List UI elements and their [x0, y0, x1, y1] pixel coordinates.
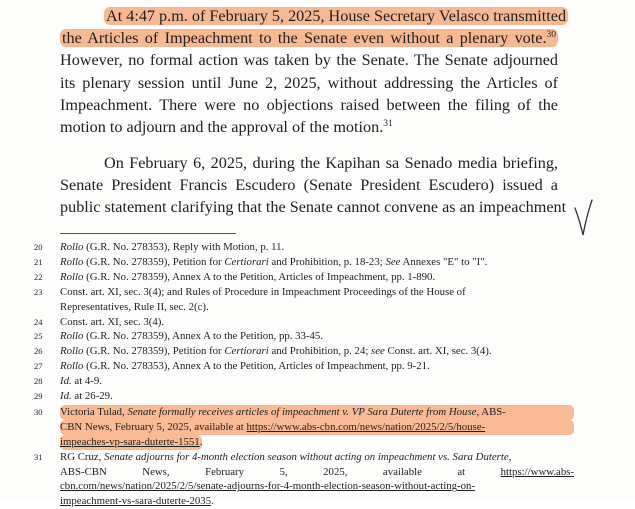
footnote-21 [34, 255, 574, 270]
footnote-line: CBN News, February 5, 2025, available at https://www.abs-cbn.com/news/nation/2025/2/5/house- [60, 420, 574, 435]
footnote-number: 27 [34, 361, 43, 372]
footnote-line: Id. at 4-9. [60, 375, 102, 388]
source-link[interactable]: https://www.abs- [500, 465, 574, 478]
footnote-31 [34, 450, 574, 509]
footnote-line: ABS-CBN News, February 5, 2025, available at https://www.abs- [60, 465, 574, 478]
footnote-number: 22 [34, 271, 43, 282]
footnote-number: 29 [34, 391, 43, 402]
footnote-line: impeachment-vs-sara-duterte-2035. [60, 495, 214, 508]
footnote-line: Victoria Tulad, Senate formally receives articles of impeachment v. VP Sara Duterte from House, ABS- [60, 405, 574, 420]
footnote-25 [34, 329, 574, 344]
footnote-line: Rollo (G.R. No. 278359), Annex A to the Petition, pp. 33-45. [60, 330, 324, 343]
body-paragraph-1 [60, 5, 567, 138]
check-mark-icon [573, 198, 593, 238]
footnote-number: 26 [34, 346, 43, 357]
source-link[interactable]: https://www.abs-cbn.com/news/nation/2025/2/5/house- [246, 420, 486, 433]
footnote-line: Rollo (G.R. No. 278359), Petition for Certiorari and Prohibition, p. 18-23; See Annexes "E" to "I". [60, 255, 488, 268]
paragraph-line: Senate President Francis Escudero (Senate President Escudero) issued a [60, 176, 558, 195]
footnote-line: Rollo (G.R. No. 278353), Annex A to the Petition, Articles of Impeachment, pp. 9-21. [60, 360, 430, 373]
body-paragraph-2 [60, 152, 567, 219]
paragraph-line: motion to adjourn and the approval of the motion.$^{31}$ [60, 118, 393, 137]
footnotes-section [34, 240, 574, 509]
footnote-reference: 31 [383, 119, 393, 130]
footnote-line: Rollo (G.R. No. 278353), Reply with Motion, p. 11. [60, 241, 285, 253]
footnote-line [60, 479, 574, 494]
footnote-line: Const. art. XI, sec. 3(4). [60, 315, 165, 328]
source-link[interactable]: impeachment-vs-sara-duterte-2035 [60, 495, 212, 508]
footnote-reference: 30 [546, 30, 556, 41]
footnote-line: Representatives, Rule II, sec. 2(c). [60, 300, 209, 313]
footnote-number: 31 [34, 451, 43, 462]
footnote-number: 25 [34, 331, 43, 342]
footnote-divider [60, 233, 236, 234]
footnote-27 [34, 359, 574, 374]
footnote-20 [34, 240, 574, 255]
footnote-line: RG Cruz, Senate adjourns for 4-month election season without acting on impeachment vs. Sara Duterte, [60, 450, 512, 463]
highlighted-text: At 4:47 p.m. of February 5, 2025, House Secretary Velasco transmitted [106, 7, 567, 25]
paragraph-line: On February 6, 2025, during the Kapihan sa Senado media briefing, [104, 154, 558, 172]
footnote-number: 23 [34, 286, 43, 297]
footnote-list [34, 240, 574, 404]
footnote-line: Rollo (G.R. No. 278359), Annex A to the Petition, Articles of Impeachment, pp. 1-890. [60, 270, 436, 283]
footnote-29 [34, 389, 574, 404]
footnote-22 [34, 270, 574, 285]
footnote-24 [34, 315, 574, 330]
footnote-line: Id. at 26-29. [60, 390, 113, 403]
footnote-23 [34, 285, 574, 315]
footnote-line: Rollo (G.R. No. 278359), Petition for Certiorari and Prohibition, p. 24; see Const. art. XI, sec. 3(4). [60, 345, 492, 358]
paragraph-line: public statement clarifying that the Senate cannot convene as an impeachment [60, 198, 567, 217]
footnote-30 [34, 405, 574, 450]
paragraph-line [60, 27, 558, 49]
footnote-number: 30 [34, 406, 43, 417]
paragraph-line: Impeachment. There were no objections raised between the filing of the [60, 95, 558, 114]
footnote-line: Const. art. XI, sec. 3(4); and Rules of Procedure in Impeachment Proceedings of the House of [60, 285, 466, 298]
source-link[interactable]: cbn.com/news/nation/2025/2/5/senate-adjourns-for-4-month-election-season-without-acting-on- [60, 480, 476, 493]
footnote-number: 21 [34, 256, 43, 267]
footnote-26 [34, 344, 574, 359]
footnote-28 [34, 374, 574, 389]
highlighted-text: the Articles of Impeachment to the Senate even without a plenary vote.$^{30}$ [62, 29, 556, 48]
footnote-number: 28 [34, 376, 43, 387]
footnote-number: 20 [34, 242, 43, 252]
footnote-number: 24 [34, 316, 43, 327]
paragraph-line: its plenary session until June 2, 2025, without addressing the Articles of [60, 73, 558, 92]
paragraph-line [60, 5, 567, 27]
paragraph-line: However, no formal action was taken by the Senate. The Senate adjourned [60, 51, 558, 70]
source-link[interactable]: impeaches-vp-sara-duterte-1551 [60, 435, 200, 448]
footnote-line: impeaches-vp-sara-duterte-1551. [60, 435, 203, 448]
